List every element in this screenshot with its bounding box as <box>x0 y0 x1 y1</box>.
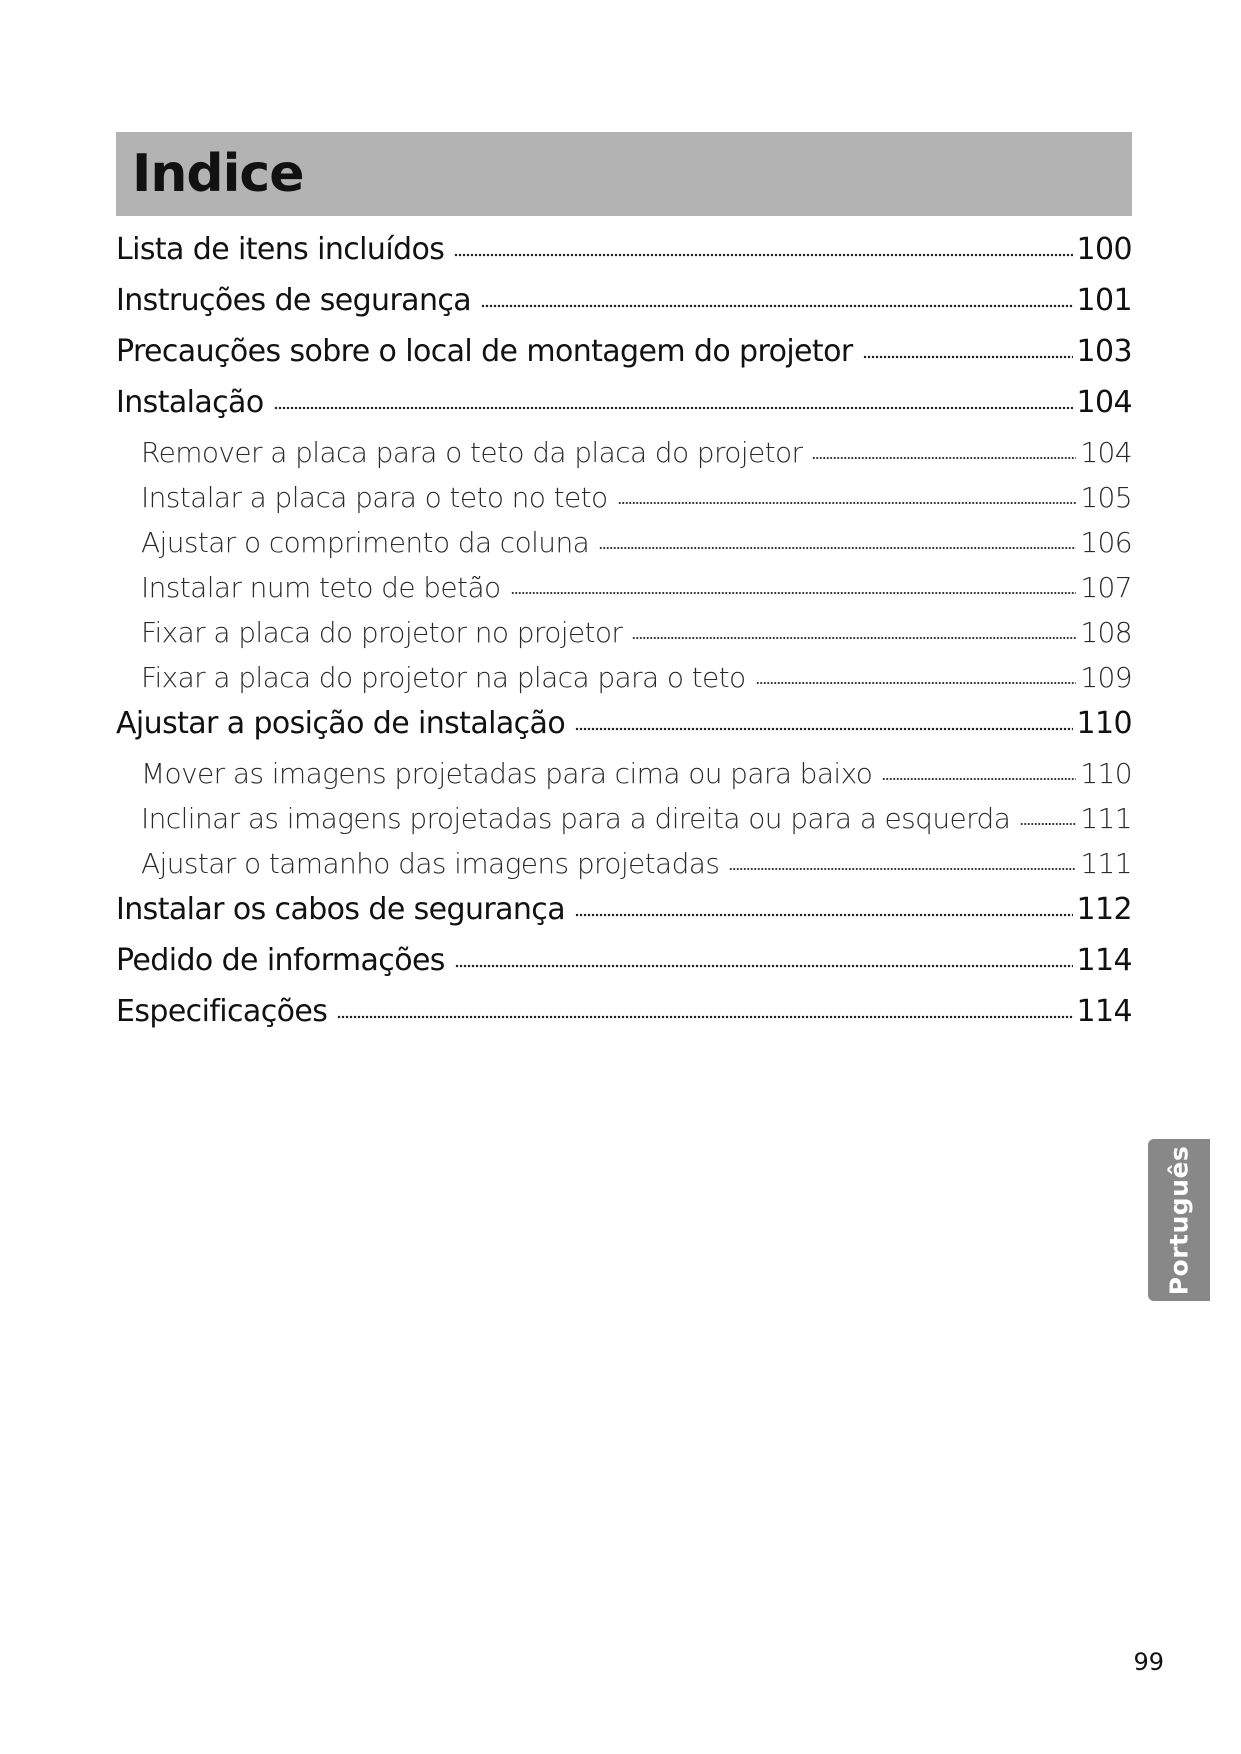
toc-entry[interactable] <box>116 706 1132 757</box>
toc-entry-page: 104 <box>1076 385 1132 420</box>
toc-entry-label: Instalar num teto de betão <box>141 571 501 604</box>
dot-leader <box>863 355 1073 359</box>
toc-entry[interactable] <box>116 385 1132 436</box>
toc-entry-page: 101 <box>1076 283 1132 318</box>
toc-entry-page: 112 <box>1076 892 1132 927</box>
dot-leader <box>599 546 1076 550</box>
dot-leader <box>729 867 1076 871</box>
dot-leader <box>337 1015 1072 1019</box>
toc-entry[interactable] <box>116 892 1132 943</box>
toc-entry-label: Remover a placa para o teto da placa do projetor <box>141 436 803 469</box>
dot-leader <box>756 681 1077 685</box>
toc-entry[interactable] <box>116 334 1132 385</box>
title-bar <box>116 132 1132 216</box>
toc-entry-page: 106 <box>1080 526 1132 559</box>
toc-entry-page: 111 <box>1080 847 1132 880</box>
toc-entry-label: Pedido de informações <box>116 943 445 978</box>
toc-entry-label: Ajustar o comprimento da coluna <box>141 526 590 559</box>
toc-entry[interactable] <box>116 283 1132 334</box>
dot-leader <box>812 456 1076 460</box>
dot-leader <box>575 727 1072 731</box>
toc-entry-page: 114 <box>1076 943 1132 978</box>
toc-entry-label: Instalar a placa para o teto no teto <box>141 481 608 514</box>
toc-entry-page: 107 <box>1080 571 1132 604</box>
toc-entry-label: Especificações <box>116 994 328 1029</box>
dot-leader <box>882 777 1076 781</box>
toc-entry-label: Lista de itens incluídos <box>116 232 445 267</box>
dot-leader <box>632 636 1076 640</box>
toc-subentry[interactable] <box>116 847 1132 892</box>
toc-entry-label: Instruções de segurança <box>116 283 472 318</box>
toc-subentry[interactable] <box>116 661 1132 706</box>
dot-leader <box>481 304 1072 308</box>
dot-leader <box>454 253 1072 257</box>
page-number: 99 <box>1133 1648 1164 1676</box>
dot-leader <box>455 964 1073 968</box>
dot-leader <box>575 913 1073 917</box>
toc-entry-page: 114 <box>1076 994 1132 1029</box>
page-title: Indice <box>132 144 304 204</box>
toc-entry-page: 110 <box>1080 757 1132 790</box>
toc-subentry[interactable] <box>116 436 1132 481</box>
toc-entry-label: Mover as imagens projetadas para cima ou para baixo <box>141 757 873 790</box>
toc-entry[interactable] <box>116 943 1132 994</box>
toc-entry-label: Instalar os cabos de segurança <box>116 892 565 927</box>
toc-entry-page: 109 <box>1080 661 1132 694</box>
toc-entry-label: Ajustar o tamanho das imagens projetadas <box>141 847 720 880</box>
toc-entry-page: 103 <box>1076 334 1132 369</box>
toc-subentry[interactable] <box>116 757 1132 802</box>
toc-entry-page: 104 <box>1080 436 1132 469</box>
toc-entry-page: 110 <box>1076 706 1132 741</box>
dot-leader <box>1020 822 1076 826</box>
toc-entry-label: Fixar a placa do projetor no projetor <box>141 616 623 649</box>
language-tab <box>1148 1139 1210 1301</box>
toc-subentry[interactable] <box>116 481 1132 526</box>
dot-leader <box>511 591 1077 595</box>
toc-entry-label: Inclinar as imagens projetadas para a direita ou para a esquerda <box>141 802 1011 835</box>
language-tab-label: Português <box>1164 1145 1194 1295</box>
toc-subentry[interactable] <box>116 571 1132 616</box>
toc-entry-page: 111 <box>1080 802 1132 835</box>
toc-entry-label: Ajustar a posição de instalação <box>116 706 566 741</box>
toc-subentry[interactable] <box>116 616 1132 661</box>
toc-entry-page: 100 <box>1076 232 1132 267</box>
toc-entry[interactable] <box>116 994 1132 1045</box>
toc-entry[interactable] <box>116 232 1132 283</box>
table-of-contents <box>116 232 1132 1045</box>
toc-subentry[interactable] <box>116 526 1132 571</box>
toc-entry-page: 105 <box>1080 481 1132 514</box>
toc-entry-label: Instalação <box>116 385 264 420</box>
toc-entry-label: Fixar a placa do projetor na placa para o teto <box>141 661 746 694</box>
toc-entry-page: 108 <box>1080 616 1132 649</box>
dot-leader <box>618 501 1077 505</box>
toc-subentry[interactable] <box>116 802 1132 847</box>
dot-leader <box>274 406 1073 410</box>
toc-entry-label: Precauções sobre o local de montagem do projetor <box>116 334 853 369</box>
